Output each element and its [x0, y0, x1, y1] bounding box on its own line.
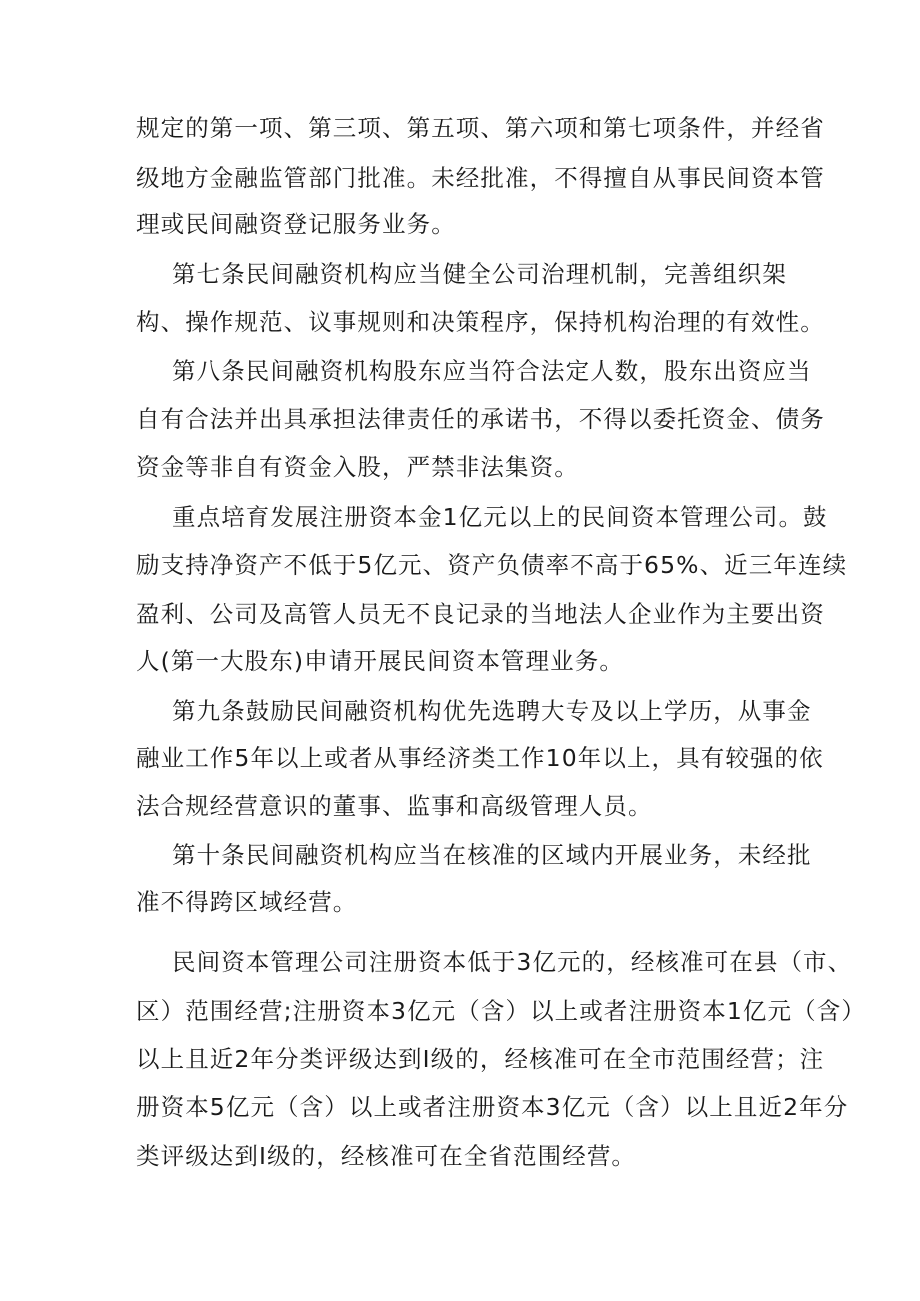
paragraph-line: 盈利、公司及高管人员无不良记录的当地法人企业作为主要出资: [136, 600, 825, 628]
paragraph-line: 融业工作5年以上或者从事经济类工作10年以上，具有较强的依: [136, 744, 824, 772]
article-8-heading-line: 第八条民间融资机构股东应当符合法定人数，股东出资应当: [172, 357, 812, 385]
paragraph-line: 以上且近2年分类评级达到I级的，经核准可在全市范围经营；注: [136, 1045, 825, 1073]
article-10-heading-line: 第十条民间融资机构应当在核准的区域内开展业务，未经批: [172, 841, 812, 869]
paragraph-line: 励支持净资产不低于5亿元、资产负债率不高于65%、近三年连续: [136, 551, 848, 579]
paragraph-line: 区）范围经营;注册资本3亿元（含）以上或者注册资本1亿元（含）: [136, 997, 866, 1025]
paragraph-line: 自有合法并出具承担法律责任的承诺书，不得以委托资金、债务: [136, 405, 825, 433]
paragraph-line: 类评级达到I级的，经核准可在全省范围经营。: [136, 1142, 637, 1170]
paragraph-line: 准不得跨区域经营。: [136, 888, 358, 916]
paragraph-line: 重点培育发展注册资本金1亿元以上的民间资本管理公司。鼓: [172, 503, 828, 531]
paragraph-line: 构、操作规范、议事规则和决策程序，保持机构治理的有效性。: [136, 308, 825, 336]
article-7-heading-line: 第七条民间融资机构应当健全公司治理机制，完善组织架: [172, 260, 787, 288]
paragraph-line: 级地方金融监管部门批准。未经批准，不得擅自从事民间资本管: [136, 164, 825, 192]
paragraph-line: 民间资本管理公司注册资本低于3亿元的，经核准可在县（市、: [172, 948, 853, 976]
article-9-heading-line: 第九条鼓励民间融资机构优先选聘大专及以上学历，从事金: [172, 697, 812, 725]
paragraph-line: 册资本5亿元（含）以上或者注册资本3亿元（含）以上且近2年分: [136, 1093, 849, 1121]
paragraph-line: 理或民间融资登记服务业务。: [136, 210, 456, 238]
paragraph-line: 人(第一大股东)申请开展民间资本管理业务。: [136, 647, 624, 675]
paragraph-line: 法合规经营意识的董事、监事和高级管理人员。: [136, 792, 653, 820]
paragraph-line: 规定的第一项、第三项、第五项、第六项和第七项条件，并经省: [136, 114, 825, 142]
paragraph-line: 资金等非自有资金入股，严禁非法集资。: [136, 453, 579, 481]
